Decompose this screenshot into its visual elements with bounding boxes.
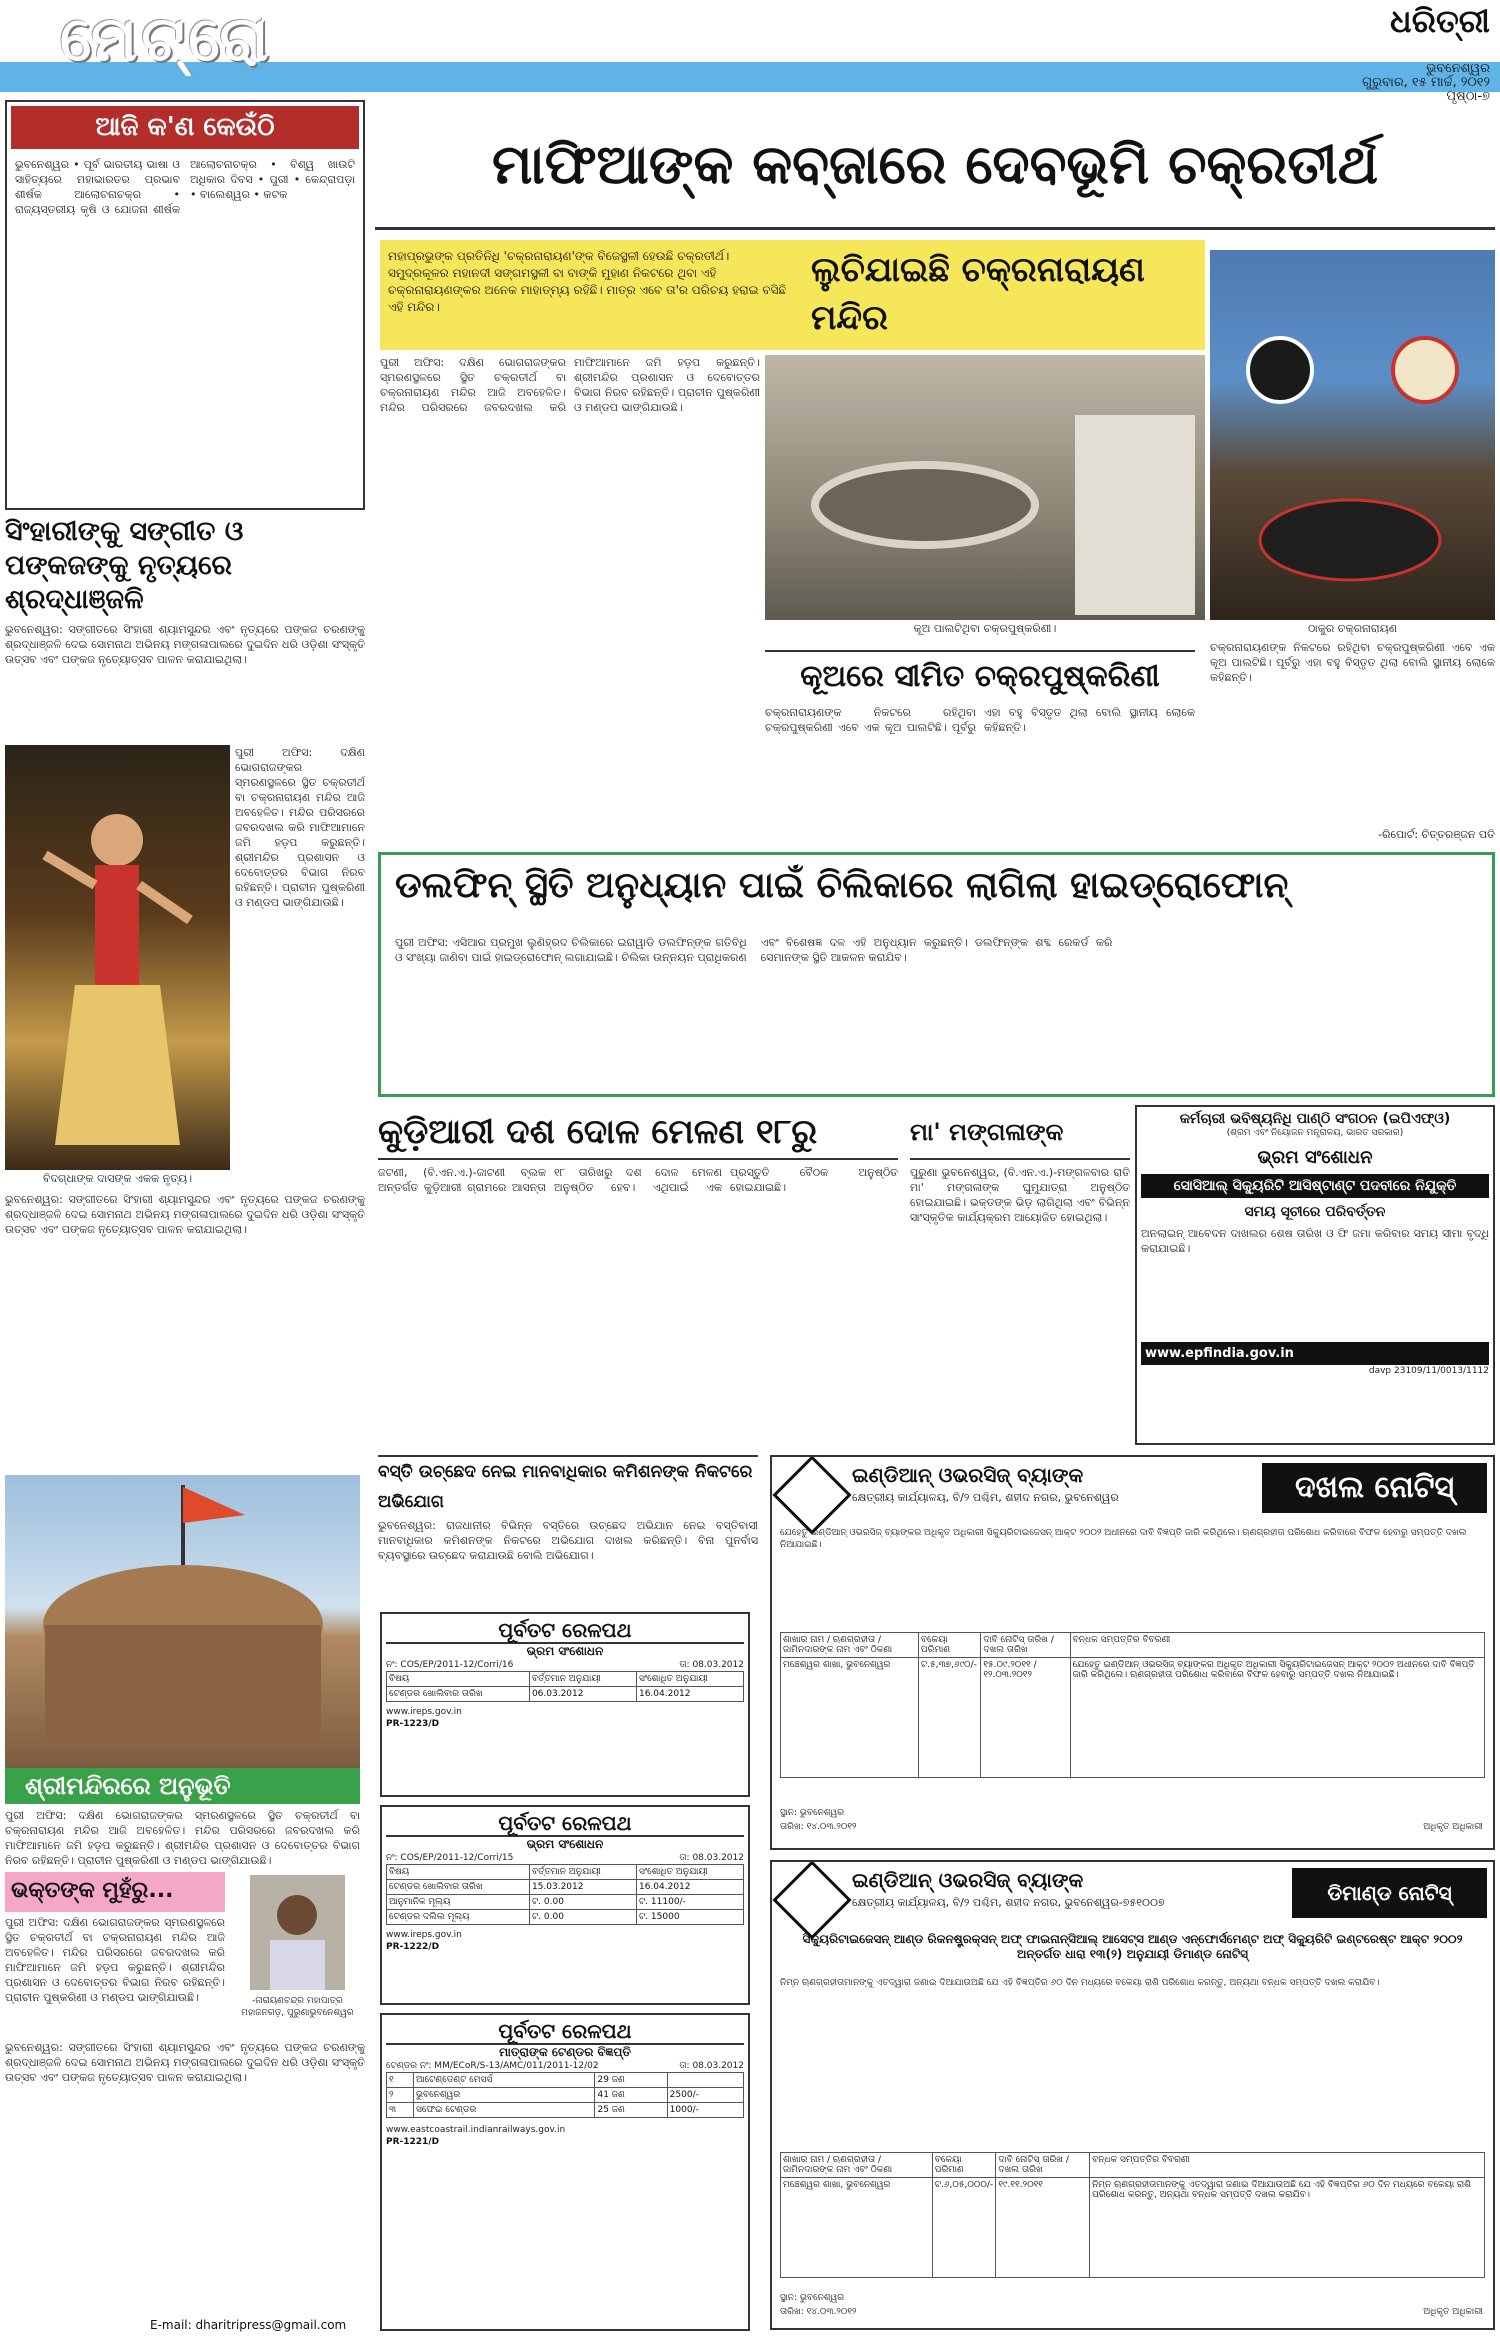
rail-ad-1-sub: ଭ୍ରମ ସଂଶୋଧନ [526, 1644, 604, 1658]
rail-cell: ଟ. 15000 [636, 1910, 743, 1925]
reader-caption: -ନାରାୟଣଚନ୍ଦ୍ର ମହାପାତ୍ର ମହାଜନଗଡ଼, ପୁରୁଣାଭୁବନେଶ୍ୱର [241, 1996, 354, 2018]
rail-cell: ୧ [387, 2073, 414, 2088]
bank1-address: କ୍ଷେତ୍ରୀୟ କାର୍ଯ୍ୟାଳୟ, ବି/୨ ପଶ୍ଚିମ, ଶହୀଦ ନଗର, ଭୁବନେଶ୍ୱର [852, 1491, 1119, 1504]
lead-subhead: ଲୁଚିଯାଇଛି ଚକ୍ରନାରାୟଣ ମନ୍ଦିର [795, 240, 1205, 350]
epfo-org: କର୍ମଚାରୀ ଭବିଷ୍ୟନିଧି ପାଣ୍ଠି ସଂଗଠନ (ଇପିଏଫ୍‌ଓ) [1179, 1111, 1451, 1127]
rail-ad-1-date: ତା: 08.03.2012 [679, 1660, 744, 1670]
reader-photo [250, 1875, 345, 1990]
masthead-city: ଭୁବନେଶ୍ୱର [1426, 62, 1490, 76]
rail-ad-3-table [386, 2072, 744, 2118]
rail-cell: ଭୁବନେଶ୍ୱର [413, 2088, 595, 2103]
bank2-place: ସ୍ଥାନ: ଭୁବନେଶ୍ୱର [780, 2293, 845, 2303]
fair-headline: କୁଡ଼ିଆରୀ ଦଶ ଦୋଳ ମେଳଣ ୧୮ରୁ [378, 1105, 898, 1160]
rail-ad-2 [380, 1805, 750, 2005]
rail-cell: 41 ଜଣ [595, 2088, 667, 2103]
tribute-text-continued: ପୁରୀ ଅଫିସ: ଦକ୍ଷିଣ ଭୋଗରାଜଙ୍କର ସ୍ମରଣସ୍ଥଳରେ ସ୍ଥିତ ଚକ୍ରତୀର୍ଥ ବା ଚକ୍ରନାରାୟଣ ମନ୍ଦିର ଆଜି ଅବହେଳିତ। ମନ୍ଦିର ପରିସରରେ ଜବରଦଖଲ କରି ମାଫିଆମାନେ ଜମି ହଡ଼ପ କରୁଛନ୍ତି। ଶ୍ରୀମନ୍ଦିର ପ୍ରଶାସନ ଓ ଦେବୋତ୍ତର ବିଭାଗ ନିରବ ରହିଛନ୍ତି। ପ୍ରାଚୀନ ପୁଷ୍କରିଣୀ ଓ ମଣ୍ଡପ ଭାଙ୍ଗିଯାଉଛି। [235, 746, 365, 909]
bank1-table [780, 1632, 1485, 1778]
rail-ad-2-date: ତା: 08.03.2012 [679, 1853, 744, 1863]
rail-ad-2-no: ନଂ: COS/EP/2011-12/Corri/15 [386, 1853, 514, 1863]
epfo-correction: ଭ୍ରମ ସଂଶୋଧନ [1257, 1147, 1373, 1168]
rail-ad-2-title: ପୂର୍ବତଟ ରେଳପଥ [386, 1811, 744, 1837]
bank-demand-ad [770, 1860, 1495, 2330]
bank-logo-icon [772, 1860, 851, 1939]
bank2-sign: ଅଧିକୃତ ଅଧିକାରୀ [1423, 2307, 1483, 2317]
rail-ad-1-code: PR-1223/D [386, 1719, 440, 1729]
bank2-amount: ଟ.୬,୦୫,୦୦୦/- [932, 2178, 996, 2278]
epfo-change: ସମୟ ସୂଚୀରେ ପରିବର୍ତ୍ତନ [1244, 1204, 1386, 1220]
rail-cell: ଟେଣ୍ଡର ଖୋଲିବାର ତାରିଖ [387, 1880, 530, 1895]
reader-text: ପୁରୀ ଅଫିସ: ଦକ୍ଷିଣ ଭୋଗରାଜଙ୍କର ସ୍ମରଣସ୍ଥଳରେ ସ୍ଥିତ ଚକ୍ରତୀର୍ଥ ବା ଚକ୍ରନାରାୟଣ ମନ୍ଦିର ଆଜି ଅବହେଳିତ। ମନ୍ଦିର ପରିସରରେ ଜବରଦଖଲ କରି ମାଫିଆମାନେ ଜମି ହଡ଼ପ କରୁଛନ୍ତି। ଶ୍ରୀମନ୍ଦିର ପ୍ରଶାସନ ଓ ଦେବୋତ୍ତର ବିଭାଗ ନିରବ ରହିଛନ୍ତି। ପ୍ରାଚୀନ ପୁଷ୍କରିଣୀ ଓ ମଣ୍ଡପ ଭାଙ୍ଗିଯାଉଛି। [5, 1916, 225, 2004]
bank1-place: ସ୍ଥାନ: ଭୁବନେଶ୍ୱର [780, 1808, 845, 1818]
bank1-branch: ମଞ୍ଚେଶ୍ୱର ଶାଖା, ଭୁବନେଶ୍ୱର [781, 1658, 919, 1778]
bank2-branch: ମଞ୍ଚେଶ୍ୱର ଶାଖା, ଭୁବନେଶ୍ୱର [781, 2178, 933, 2278]
rail-ad-1-web[interactable]: www.ireps.gov.in [386, 1707, 462, 1717]
bank1-property: ଯେହେତୁ ଇଣ୍ଡିଆନ୍ ଓଭରସିଜ୍ ବ୍ୟାଙ୍କର ଅଧିକୃତ ଅଧିକାରୀ ସିକ୍ୟୁରିଟାଇଜେସନ୍ ଆକ୍ଟ ୨୦୦୨ ଅଧୀନରେ ଦାବି ବିଜ୍ଞପ୍ତି ଜାରି କରିଥିଲେ। ଋଣଗ୍ରହୀତା ପରିଶୋଧ କରିବାରେ ବିଫଳ ହେବାରୁ ସମ୍ପତ୍ତି ଦଖଲ ନିଆଯାଇଛି। [1070, 1658, 1484, 1778]
lead-body: ପୁରୀ ଅଫିସ: ଦକ୍ଷିଣ ଭୋଗରାଜଙ୍କର ସ୍ମରଣସ୍ଥଳରେ ସ୍ଥିତ ଚକ୍ରତୀର୍ଥ ବା ଚକ୍ରନାରାୟଣ ମନ୍ଦିର ଆଜି ଅବହେଳିତ। ମନ୍ଦିର ପରିସରରେ ଜବରଦଖଲ କରି ମାଫିଆମାନେ ଜମି ହଡ଼ପ କରୁଛନ୍ତି। ଶ୍ରୀମନ୍ଦିର ପ୍ରଶାସନ ଓ ଦେବୋତ୍ତର ବିଭାଗ ନିରବ ରହିଛନ୍ତି। ପ୍ରାଚୀନ ପୁଷ୍କରିଣୀ ଓ ମଣ୍ଡପ ଭାଙ୍ଗିଯାଉଛି। [380, 356, 760, 414]
bank2-col-head: ବନ୍ଧକ ସମ୍ପତ୍ତିର ବିବରଣୀ [1090, 2153, 1485, 2178]
rail-ad-3-web[interactable]: www.eastcoastrail.indianrailways.gov.in [386, 2125, 566, 2135]
bank2-col-head: ବକେୟା ପରିମାଣ [932, 2153, 996, 2178]
today-events-box [5, 100, 365, 510]
rail-cell: 2500/- [667, 2088, 743, 2103]
rail-cell: ବିଷୟ [387, 1672, 530, 1687]
bank1-notice: ଦଖଲ ନୋଟିସ୍ [1262, 1463, 1487, 1513]
dolphin-headline: ଡଲଫିନ୍ ସ୍ଥିତି ଅନୁଧ୍ୟାନ ପାଇଁ ଚିଲିକାରେ ଲାଗିଲା ହାଇଡ୍ରୋଫୋନ୍ [395, 865, 1289, 906]
deity-figures [1210, 250, 1495, 620]
rail-ad-2-table [386, 1864, 744, 1925]
bank1-col-head: ଶାଖାର ନାମ / ଋଣଗ୍ରହୀତା / ଜାମିନଦାରଙ୍କ ନାମ ଏବଂ ଠିକଣା [781, 1633, 919, 1658]
rail-ad-2-sub: ଭ୍ରମ ସଂଶୋଧନ [526, 1837, 604, 1851]
dancer-caption: ବିଦଗ୍ଧାଙ୍କ ଦାସଙ୍କ ଏକକ ନୃତ୍ୟ। [42, 1172, 193, 1185]
portrait [250, 1875, 345, 1990]
today-events-text: ଭୁବନେଶ୍ୱର • ପୂର୍ବ ଭାରତୀୟ ଭାଷା ଓ ସାହିତ୍ୟରେ ମହାଭାରତର ପ୍ରଭାବ ଶୀର୍ଷକ ଆଲୋଚନାଚକ୍ର • ରାଜ୍ୟସ୍ତରୀୟ କୃଷି ଓ ଯୋଜନା ଶୀର୍ଷକ ଆଲୋଚନାଚକ୍ର • ବିଶ୍ୱ ଖାଉଟି ଅଧିକାର ଦିବସ • ପୁରୀ • କେନ୍ଦ୍ରାପଡ଼ା • ବାଲେଶ୍ୱର • କଟକ [15, 158, 355, 216]
epfo-ad [1135, 1105, 1495, 1445]
rail-cell: 29 ଜଣ [595, 2073, 667, 2088]
bank2-body: ନିମ୍ନ ଋଣଗ୍ରହୀତାମାନଙ୍କୁ ଏତଦ୍ୱାରା ଜଣାଇ ଦିଆଯାଉଅଛି ଯେ ଏହି ବିଜ୍ଞପ୍ତିର ୬୦ ଦିନ ମଧ୍ୟରେ ବକେୟା ରାଶି ପରିଶୋଧ କରନ୍ତୁ, ଅନ୍ୟଥା ବନ୍ଧକ ସମ୍ପତ୍ତି ଦଖଲ କରାଯିବ। [780, 1978, 1380, 1988]
bank1-col-head: ଦାବି ନୋଟିସ୍ ତାରିଖ / ଦଖଲ ତାରିଖ [981, 1633, 1070, 1658]
epfo-body: ଅନଲାଇନ୍ ଆବେଦନ ଦାଖଲର ଶେଷ ତାରିଖ ଓ ଫି ଜମା କରିବାର ସମୟ ସୀମା ବୃଦ୍ଧି କରାଯାଇଛି। [1141, 1227, 1489, 1255]
dolphin-body: ପୁରୀ ଅଫିସ: ଏସିଆର ପ୍ରମୁଖ ଲୁଣିହ୍ରଦ ଚିଲିକାରେ ଇରାୱାଡି ଡଲଫିନ୍‌ଙ୍କ ଗତିବିଧି ଓ ସଂଖ୍ୟା ଜାଣିବା ପାଇଁ ହାଇଡ୍ରୋଫୋନ୍ ଲଗାଯାଇଛି। ଚିଲିକା ଉନ୍ନୟନ ପ୍ରାଧିକରଣ ଏବଂ ବିଶେଷଜ୍ଞ ଦଳ ଏହି ଅନୁଧ୍ୟାନ କରୁଛନ୍ତି। ଡଲଫିନ୍‌ଙ୍କ ଶବ୍ଦ ରେକର୍ଡ କରି ସେମାନଙ୍କ ସ୍ଥିତି ଆକଳନ କରାଯିବ। [395, 936, 1113, 964]
bank2-notice: ଡିମାଣ୍ଡ ନୋଟିସ୍ [1292, 1868, 1487, 1918]
epfo-code: davp 23109/11/0013/1112 [1368, 1366, 1489, 1376]
bank1-col-head: ବକେୟା ପରିମାଣ [918, 1633, 980, 1658]
well-structure [765, 355, 1205, 620]
rail-cell: ଟେଣ୍ଡର ଦଲିଲ ମୂଲ୍ୟ [387, 1910, 530, 1925]
bank-possession-ad [770, 1455, 1495, 1850]
rail-ad-2-web[interactable]: www.ireps.gov.in [386, 1930, 462, 1940]
rail-ad-2-code: PR-1222/D [386, 1942, 440, 1952]
rail-ad-3 [380, 2013, 750, 2331]
bank2-table [780, 2152, 1485, 2278]
bank1-dates: ୧୫.୦୯.୨୦୧୧ / ୧୨.୦୩.୨୦୧୨ [981, 1658, 1070, 1778]
rail-cell: ୨ [387, 2088, 414, 2103]
rail-ad-3-date: ତା: 08.03.2012 [679, 2061, 744, 2071]
rail-cell: ସଫେଇ ଟେଣ୍ଡର [413, 2103, 595, 2118]
rail-cell: ଆନୁମାନିକ ମୂଲ୍ୟ [387, 1895, 530, 1910]
masthead-page: ପୃଷ୍ଠା-୭ [1446, 89, 1490, 104]
masthead-meta [1362, 62, 1490, 104]
rail-cell: ସଂଶୋଧିତ ଅନୁଯାୟୀ [636, 1865, 743, 1880]
bank2-col-head: ଦାବି ନୋଟିସ୍ ତାରିଖ / ଦଖଲ ତାରିଖ [996, 2153, 1090, 2178]
rail-cell: ୩ [387, 2103, 414, 2118]
well-headline: କୂଅରେ ସୀମିତ ଚକ୍ରପୁଷ୍କରିଣୀ [765, 650, 1195, 700]
rail-cell: 06.03.2012 [529, 1687, 636, 1702]
epfo-website[interactable]: www.epfindia.gov.in [1141, 1342, 1489, 1365]
bank2-date: ତାରିଖ: ୧୪.୦୩.୨୦୧୨ [780, 2307, 857, 2317]
temple-text: ପୁରୀ ଅଫିସ: ଦକ୍ଷିଣ ଭୋଗରାଜଙ୍କର ସ୍ମରଣସ୍ଥଳରେ ସ୍ଥିତ ଚକ୍ରତୀର୍ଥ ବା ଚକ୍ରନାରାୟଣ ମନ୍ଦିର ଆଜି ଅବହେଳିତ। ମନ୍ଦିର ପରିସରରେ ଜବରଦଖଲ କରି ମାଫିଆମାନେ ଜମି ହଡ଼ପ କରୁଛନ୍ତି। ଶ୍ରୀମନ୍ଦିର ପ୍ରଶାସନ ଓ ଦେବୋତ୍ତର ବିଭାଗ ନିରବ ରହିଛନ୍ତି। ପ୍ରାଚୀନ ପୁଷ୍କରିଣୀ ଓ ମଣ୍ଡପ ଭାଙ୍ଗିଯାଉଛି। [5, 1809, 360, 1867]
masthead-date: ଗୁରୁବାର, ୧୫ ମାର୍ଚ୍ଚ, ୨୦୧୨ [1362, 75, 1490, 90]
rail-cell: ଟ. 0.00 [529, 1910, 636, 1925]
rail-ad-1 [380, 1612, 750, 1797]
well-text-side: ଚକ୍ରନାରାୟଣଙ୍କ ନିକଟରେ ରହିଥିବା ଚକ୍ରପୁଷ୍କରିଣୀ ଏବେ ଏକ କୂଅ ପାଲଟିଛି। ପୂର୍ବରୁ ଏହା ବହୁ ବିସ୍ତୃତ ଥିଲା ବୋଲି ସ୍ଥାନୀୟ ଲୋକେ କହିଛନ୍ତି। [1210, 641, 1495, 684]
fair-body: ଜଟଣୀ, (ବି.ଏନ.ଏ.)-ଜାଟଣୀ ବ୍ଲକ ଅନ୍ତର୍ଗତ କୁଡ଼ିଆରୀ ଗ୍ରାମରେ ଆସନ୍ତା ୧୮ ତାରିଖରୁ ଦଶ ଦୋଳ ମେଳଣ ଅନୁଷ୍ଠିତ ହେବ। ଏଥିପାଇଁ ଏକ ପ୍ରସ୍ତୁତି ବୈଠକ ଅନୁଷ୍ଠିତ ହୋଇଯାଇଛି। [378, 1166, 898, 1194]
complaint-headline: ବସ୍ତି ଉଚ୍ଛେଦ ନେଇ ମାନବାଧିକାର କମିଶନଙ୍କ ନିକଟରେ ଅଭିଯୋଗ [378, 1455, 758, 1515]
tribute-text: ଭୁବନେଶ୍ୱର: ସଙ୍ଗୀତରେ ସିଂହାରୀ ଶ୍ୟାମସୁନ୍ଦର ଏବଂ ନୃତ୍ୟରେ ପଙ୍କଜ ଚରଣଙ୍କୁ ଶ୍ରଦ୍ଧାଞ୍ଜଳି ଦେଇ ସୋମନାଥ ଅଭିନୟ ମଙ୍ଗଳାପାଲରେ ଦୁଇଦିନ ଧରି ଓଡ଼ିଶା ସଂସ୍କୃତି ଉତ୍ସବ ଏବଂ ପଙ୍କଜ ନୃତ୍ୟୋତ୍ସବ ପାଳନ କରାଯାଇଥିଲା। [5, 623, 365, 666]
complaint-body: ଭୁବନେଶ୍ୱର: ରାଜଧାନୀର ବିଭିନ୍ନ ବସ୍ତିରେ ଉଚ୍ଛେଦ ଅଭିଯାନ ନେଇ ବସ୍ତିବାସୀ ମାନବାଧିକାର କମିଶନଙ୍କ ନିକଟରେ ଅଭିଯୋଗ ଦାଖଲ କରିଛନ୍ତି। ବିନା ପୁନର୍ବାସ ବ୍ୟବସ୍ଥାରେ ଉଚ୍ଛେଦ କରାଯାଉଛି ବୋଲି ଅଭିଯୋଗ। [378, 1519, 758, 1562]
lead-reporter: -ରିପୋର୍ଟ: ଚିତ୍ତରଞ୍ଜନ ପତି [1378, 828, 1495, 841]
bank2-sub: ସିକ୍ୟୁରିଟାଇଜେସନ୍ ଆଣ୍ଡ ରିକନଷ୍ଟ୍ରକ୍ସନ୍ ଅଫ୍ ଫାଇନାନ୍ସିଆଲ୍ ଆସେଟ୍ସ ଆଣ୍ଡ ଏନ୍‌ଫୋର୍ସମେଣ୍ଟ ଅଫ୍ ସିକ୍ୟୁରିଟି ଇଣ୍ଟରେଷ୍ଟ ଆକ୍ଟ ୨୦୦୨ ଅନ୍ତର୍ଗତ ଧାରା ୧୩(୨) ଅନୁଯାୟୀ ଡିମାଣ୍ଡ ନୋଟିସ୍ [802, 1932, 1463, 1961]
tribute-headline: ସିଂହାରୀଙ୍କୁ ସଙ୍ଗୀତ ଓ ପଙ୍କଜଙ୍କୁ ନୃତ୍ୟରେ ଶ୍ରଦ୍ଧାଞ୍ଜଳି [5, 516, 244, 615]
lead-headline: ମାଫିଆଙ୍କ କବ୍ଜାରେ ଦେବଭୂମି ଚକ୍ରତୀର୍ଥ [375, 100, 1495, 230]
rail-cell: ସଂଶୋଧିତ ଅନୁଯାୟୀ [636, 1672, 743, 1687]
well-text: ଚକ୍ରନାରାୟଣଙ୍କ ନିକଟରେ ରହିଥିବା ଚକ୍ରପୁଷ୍କରିଣୀ ଏବେ ଏକ କୂଅ ପାଲଟିଛି। ପୂର୍ବରୁ ଏହା ବହୁ ବିସ୍ତୃତ ଥିଲା ବୋଲି ସ୍ଥାନୀୟ ଲୋକେ କହିଛନ୍ତି। [765, 706, 1195, 734]
temple-photo [5, 1475, 360, 1770]
rail-cell: ଟ. 11100/- [636, 1895, 743, 1910]
tribute-text-bottom: ଭୁବନେଶ୍ୱର: ସଙ୍ଗୀତରେ ସିଂହାରୀ ଶ୍ୟାମସୁନ୍ଦର ଏବଂ ନୃତ୍ୟରେ ପଙ୍କଜ ଚରଣଙ୍କୁ ଶ୍ରଦ୍ଧାଞ୍ଜଳି ଦେଇ ସୋମନାଥ ଅଭିନୟ ମଙ୍ଗଳାପାଲରେ ଦୁଇଦିନ ଧରି ଓଡ଼ିଶା ସଂସ୍କୃତି ଉତ୍ସବ ଏବଂ ପଙ୍କଜ ନୃତ୍ୟୋତ୍ସବ ପାଳନ କରାଯାଇଥିଲା। [5, 1193, 365, 1236]
bank2-name: ଇଣ୍ଡିଆନ୍ ଓଭରସିଜ୍ ବ୍ୟାଙ୍କ [852, 1868, 1084, 1892]
temple-heading: ଶ୍ରୀମନ୍ଦିରରେ ଅନୁଭୂତି [5, 1768, 360, 1804]
newspaper-brand: ଧରିତ୍ରୀ [1390, 2, 1490, 40]
rail-cell: 25 ଜଣ [595, 2103, 667, 2118]
bank2-col-head: ଶାଖାର ନାମ / ଋଣଗ୍ରହୀତା / ଜାମିନଦାରଙ୍କ ନାମ ଏବଂ ଠିକଣା [781, 2153, 933, 2178]
contact-email: E-mail: dharitripress@gmail.com [150, 2318, 347, 2332]
bank1-amount: ଟ.୫,୩୭,୬୯୦/- [918, 1658, 980, 1778]
bank1-date: ତାରିଖ: ୧୪.୦୩.୨୦୧୨ [780, 1822, 857, 1832]
yatra-body: ପୁରୁଣା ଭୁବନେଶ୍ୱର, (ବି.ଏନ.ଏ.)-ମଙ୍ଗଳବାର ରାତି ମା' ମଙ୍ଗଳାଙ୍କ ଘୁମୁଯାତ୍ରା ଅନୁଷ୍ଠିତ ହୋଇଯାଇଛି। ଭକ୍ତଙ୍କ ଭିଡ଼ ଲାଗିଥିଲା ଏବଂ ବିଭିନ୍ନ ସାଂସ୍କୃତିକ କାର୍ଯ୍ୟକ୍ରମ ଆୟୋଜିତ ହୋଇଥିଲା। [910, 1166, 1130, 1224]
bank2-date1: ୧୯.୧୧.୨୦୧୧ [996, 2178, 1090, 2278]
rail-cell: ବିଷୟ [387, 1865, 530, 1880]
dancer-photo [5, 745, 230, 1170]
bank-logo-icon [772, 1455, 851, 1534]
temple-dome [5, 1475, 360, 1770]
rail-cell: ଟ. 0.00 [529, 1895, 636, 1910]
epfo-bar: ସୋସିଆଲ୍ ସିକ୍ୟୁରିଟି ଆସିଷ୍ଟାଣ୍ଟ ପଦବୀରେ ନିଯୁକ୍ତି [1141, 1174, 1489, 1198]
rail-cell: ବର୍ତ୍ତମାନ ଅନୁଯାୟୀ [529, 1865, 636, 1880]
rail-ad-1-title: ପୂର୍ବତଟ ରେଳପଥ [386, 1618, 744, 1644]
rail-cell: ଆଟେଣ୍ଡେଣ୍ଟ ମେସର୍ସ [413, 2073, 595, 2088]
dolphin-story-box [378, 852, 1495, 1097]
rail-cell: ବର୍ତ୍ତମାନ ଅନୁଯାୟୀ [529, 1672, 636, 1687]
reader-text-bottom: ଭୁବନେଶ୍ୱର: ସଙ୍ଗୀତରେ ସିଂହାରୀ ଶ୍ୟାମସୁନ୍ଦର ଏବଂ ନୃତ୍ୟରେ ପଙ୍କଜ ଚରଣଙ୍କୁ ଶ୍ରଦ୍ଧାଞ୍ଜଳି ଦେଇ ସୋମନାଥ ଅଭିନୟ ମଙ୍ଗଳାପାଲରେ ଦୁଇଦିନ ଧରି ଓଡ଼ିଶା ସଂସ୍କୃତି ଉତ୍ସବ ଏବଂ ପଙ୍କଜ ନୃତ୍ୟୋତ୍ସବ ପାଳନ କରାଯାଇଥିଲା। [5, 2041, 365, 2084]
rail-ad-3-title: ପୂର୍ବତଟ ରେଳପଥ [386, 2019, 744, 2045]
today-events-heading: ଆଜି କ'ଣ କେଉଁଠି [11, 106, 359, 149]
bank1-body: ଯେହେତୁ ଇଣ୍ଡିଆନ୍ ଓଭରସିଜ୍ ବ୍ୟାଙ୍କର ଅଧିକୃତ ଅଧିକାରୀ ସିକ୍ୟୁରିଟାଇଜେସନ୍ ଆକ୍ଟ ୨୦୦୨ ଅଧୀନରେ ଦାବି ବିଜ୍ଞପ୍ତି ଜାରି କରିଥିଲେ। ଋଣଗ୍ରହୀତା ପରିଶୋଧ କରିବାରେ ବିଫଳ ହେବାରୁ ସମ୍ପତ୍ତି ଦଖଲ ନିଆଯାଇଛି। [780, 1528, 1467, 1550]
rail-cell: 15.03.2012 [529, 1880, 636, 1895]
reader-heading: ଭକ୍ତଙ୍କ ମୁହଁରୁ... [5, 1872, 225, 1912]
bank1-name: ଇଣ୍ଡିଆନ୍ ଓଭରସିଜ୍ ବ୍ୟାଙ୍କ [852, 1463, 1084, 1487]
rail-ad-3-sub: ମାତ୍ରାଙ୍କ ଟେଣ୍ଡର ବିଜ୍ଞପ୍ତି [499, 2045, 631, 2059]
well-caption: କୂଅ ପାଲଟିଥିବା ଚକ୍ରପୁଷ୍କରିଣୀ। [913, 622, 1057, 635]
deity-caption: ଠାକୁର ଚକ୍ରନାରାୟଣ [1307, 622, 1398, 635]
deity-photo [1210, 250, 1495, 620]
lead-intro: ମହାପ୍ରଭୁଙ୍କ ପ୍ରତିନିଧି 'ଚକ୍ରନାରାୟଣ'ଙ୍କ ବିଜେସ୍ଥଳୀ ହେଉଛି ଚକ୍ରତୀର୍ଥ। ସମୁଦ୍ରକୂଳର ମହାନଦୀ ସଙ୍ଗମସ୍ଥଳୀ ବା ବାଙ୍କି ମୁହାଣ ନିକଟରେ ଥିବା ଏହି ଚକ୍ରନାରାୟଣଙ୍କର ଅନେକ ମାହାତ୍ମ୍ୟ ରହିଛି। ମାତ୍ର ଏବେ ତା'ର ପରିଚୟ ହରାଇ ବସିଛି ଏହି ମନ୍ଦିର। [380, 240, 795, 350]
bank2-address: କ୍ଷେତ୍ରୀୟ କାର୍ଯ୍ୟାଳୟ, ବି/୨ ପଶ୍ଚିମ, ଶହୀଦ ନଗର, ଭୁବନେଶ୍ୱର-୭୫୧୦୦୭ [852, 1896, 1165, 1909]
rail-ad-3-no: ଟେଣ୍ଡର ନଂ: MM/ECoR/S-13/AMC/011/2011-12/02 [386, 2061, 599, 2071]
rail-cell: 16.04.2012 [636, 1687, 743, 1702]
yatra-headline: ମା' ମଙ୍ଗଳାଙ୍କ [910, 1105, 1130, 1160]
rail-ad-3-code: PR-1221/D [386, 2137, 440, 2147]
bank1-col-head: ବନ୍ଧକ ସମ୍ପତ୍ତିର ବିବରଣୀ [1070, 1633, 1484, 1658]
rail-cell [667, 2073, 743, 2088]
bank2-property: ନିମ୍ନ ଋଣଗ୍ରହୀତାମାନଙ୍କୁ ଏତଦ୍ୱାରା ଜଣାଇ ଦିଆଯାଉଅଛି ଯେ ଏହି ବିଜ୍ଞପ୍ତିର ୬୦ ଦିନ ମଧ୍ୟରେ ବକେୟା ରାଶି ପରିଶୋଧ କରନ୍ତୁ, ଅନ୍ୟଥା ବନ୍ଧକ ସମ୍ପତ୍ତି ଦଖଲ କରାଯିବ। [1090, 2178, 1485, 2278]
rail-cell: 16.04.2012 [636, 1880, 743, 1895]
well-photo [765, 355, 1205, 620]
section-title: ମେଟ୍ରୋ [60, 2, 273, 75]
rail-ad-1-table [386, 1671, 744, 1702]
epfo-ministry: (ଶ୍ରମ ଏବଂ ନିୟୋଜନ ମନ୍ତ୍ରାଳୟ, ଭାରତ ସରକାର) [1226, 1128, 1404, 1138]
rail-ad-1-no: ନଂ: COS/EP/2011-12/Corri/16 [386, 1660, 514, 1670]
rail-cell: 1000/- [667, 2103, 743, 2118]
rail-cell: ଟେଣ୍ଡର ଖୋଲିବାର ତାରିଖ [387, 1687, 530, 1702]
dancer-figure [5, 745, 230, 1170]
bank1-sign: ଅଧିକୃତ ଅଧିକାରୀ [1423, 1822, 1483, 1832]
